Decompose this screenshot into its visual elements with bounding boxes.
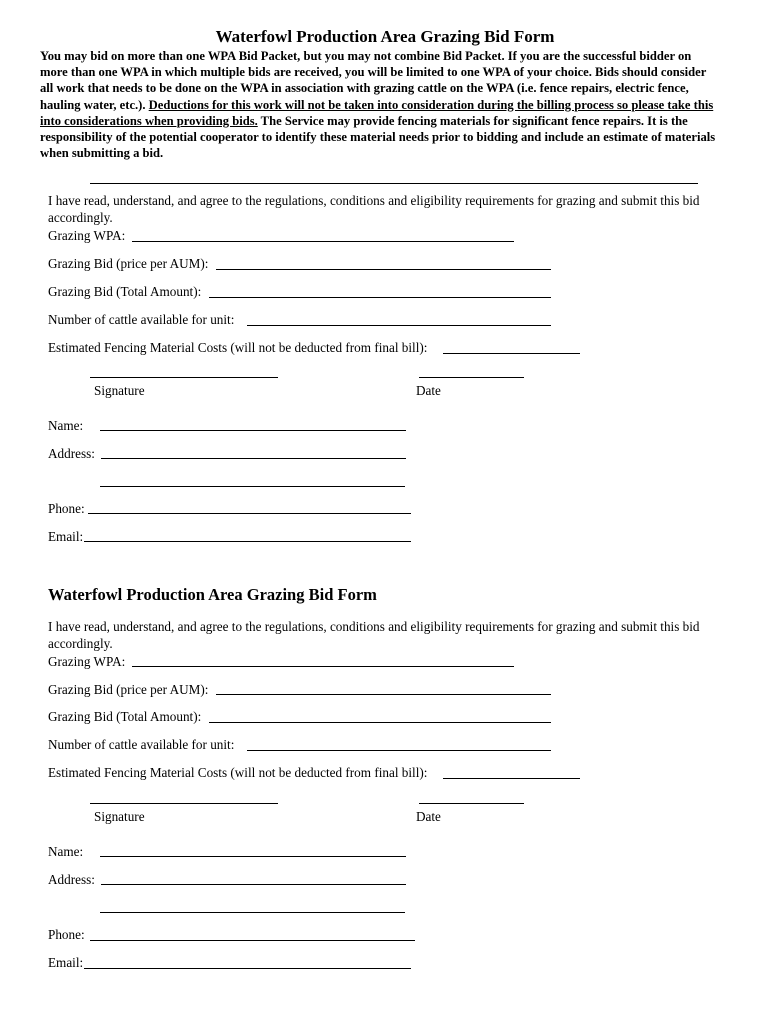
form2-name-field[interactable] [100,856,406,857]
form2-signature-field[interactable] [90,803,278,804]
form2-address-label: Address: [48,872,95,887]
intro-paragraph [40,48,720,161]
page-title: Waterfowl Production Area Grazing Bid Form [215,27,555,46]
form2-date-label: Date [416,809,441,824]
form1-email-label: Email: [48,529,84,544]
form1-cattle-label: Number of cattle available for unit: [48,312,235,327]
form2-wpa-label: Grazing WPA: [48,654,126,669]
form2-fencing-label: Estimated Fencing Material Costs (will not be deducted from final bill): [48,765,428,780]
form1-name-label: Name: [48,418,84,433]
section-divider [90,183,698,184]
form1-bid-total-field[interactable] [209,297,551,298]
form1-bid-aum-label: Grazing Bid (price per AUM): [48,256,209,271]
form2-phone-field[interactable] [90,940,415,941]
form2-address-line2-field[interactable] [100,912,405,913]
intro-text-a: You may bid on more than one WPA Bid Packet, but you may not combine Bid Packet. If you are the successful bidder on more than one WPA in which multiple bids are received, you will be limited to one WPA of your choice. Bids should consider all work that needs to be done on the WPA in association with grazing cattle on the WPA (i.e. fence repairs, electric fence, hauling water, etc.). [40,49,707,112]
form2-cattle-label: Number of cattle available for unit: [48,737,235,752]
form1-bid-total-label: Grazing Bid (Total Amount): [48,284,202,299]
form2-wpa-field[interactable] [132,666,514,667]
form2-name-label: Name: [48,844,84,859]
form2-bid-aum-field[interactable] [216,694,551,695]
form1-signature-label: Signature [94,383,145,398]
form1-bid-aum-field[interactable] [216,269,551,270]
form1-address-field[interactable] [101,458,406,459]
form1-date-label: Date [416,383,441,398]
form1-address-label: Address: [48,446,95,461]
intro-text-b: The Service may provide fencing materials for significant fence repairs. It is the responsibility of the potential cooperator to identify these material needs prior to bidding and include an estimate of materials when submitting a bid. [40,113,716,161]
form1-email-field[interactable] [84,541,411,542]
form2-bid-aum-label: Grazing Bid (price per AUM): [48,682,209,697]
form2-title: Waterfowl Production Area Grazing Bid Form [48,585,377,604]
form1-wpa-label: Grazing WPA: [48,228,126,243]
form2-phone-label: Phone: [48,927,85,942]
form1-signature-field[interactable] [90,377,278,378]
form2-email-field[interactable] [84,968,411,969]
form2-bid-total-field[interactable] [209,722,551,723]
form1-address-line2-field[interactable] [100,486,405,487]
intro-text-underlined: Deductions for this work will not be taken into consideration during the billing process so please take this into considerations when providing bids. [40,97,714,128]
form1-wpa-field[interactable] [132,241,514,242]
form2-fencing-field[interactable] [443,778,580,779]
form2-agreement: I have read, understand, and agree to the regulations, conditions and eligibility requirements for grazing and submit this bid accordingly. [48,619,700,651]
form2-bid-total-label: Grazing Bid (Total Amount): [48,709,202,724]
form1-phone-label: Phone: [48,501,85,516]
form2-cattle-field[interactable] [247,750,551,751]
form1-fencing-field[interactable] [443,353,580,354]
form1-date-field[interactable] [419,377,524,378]
form2-address-field[interactable] [101,884,406,885]
form1-agreement: I have read, understand, and agree to the regulations, conditions and eligibility requirements for grazing and submit this bid accordingly. [48,193,700,225]
form2-email-label: Email: [48,955,84,970]
form1-name-field[interactable] [100,430,406,431]
form1-cattle-field[interactable] [247,325,551,326]
form2-date-field[interactable] [419,803,524,804]
form1-phone-field[interactable] [88,513,411,514]
form2-signature-label: Signature [94,809,145,824]
form1-fencing-label: Estimated Fencing Material Costs (will not be deducted from final bill): [48,340,428,355]
